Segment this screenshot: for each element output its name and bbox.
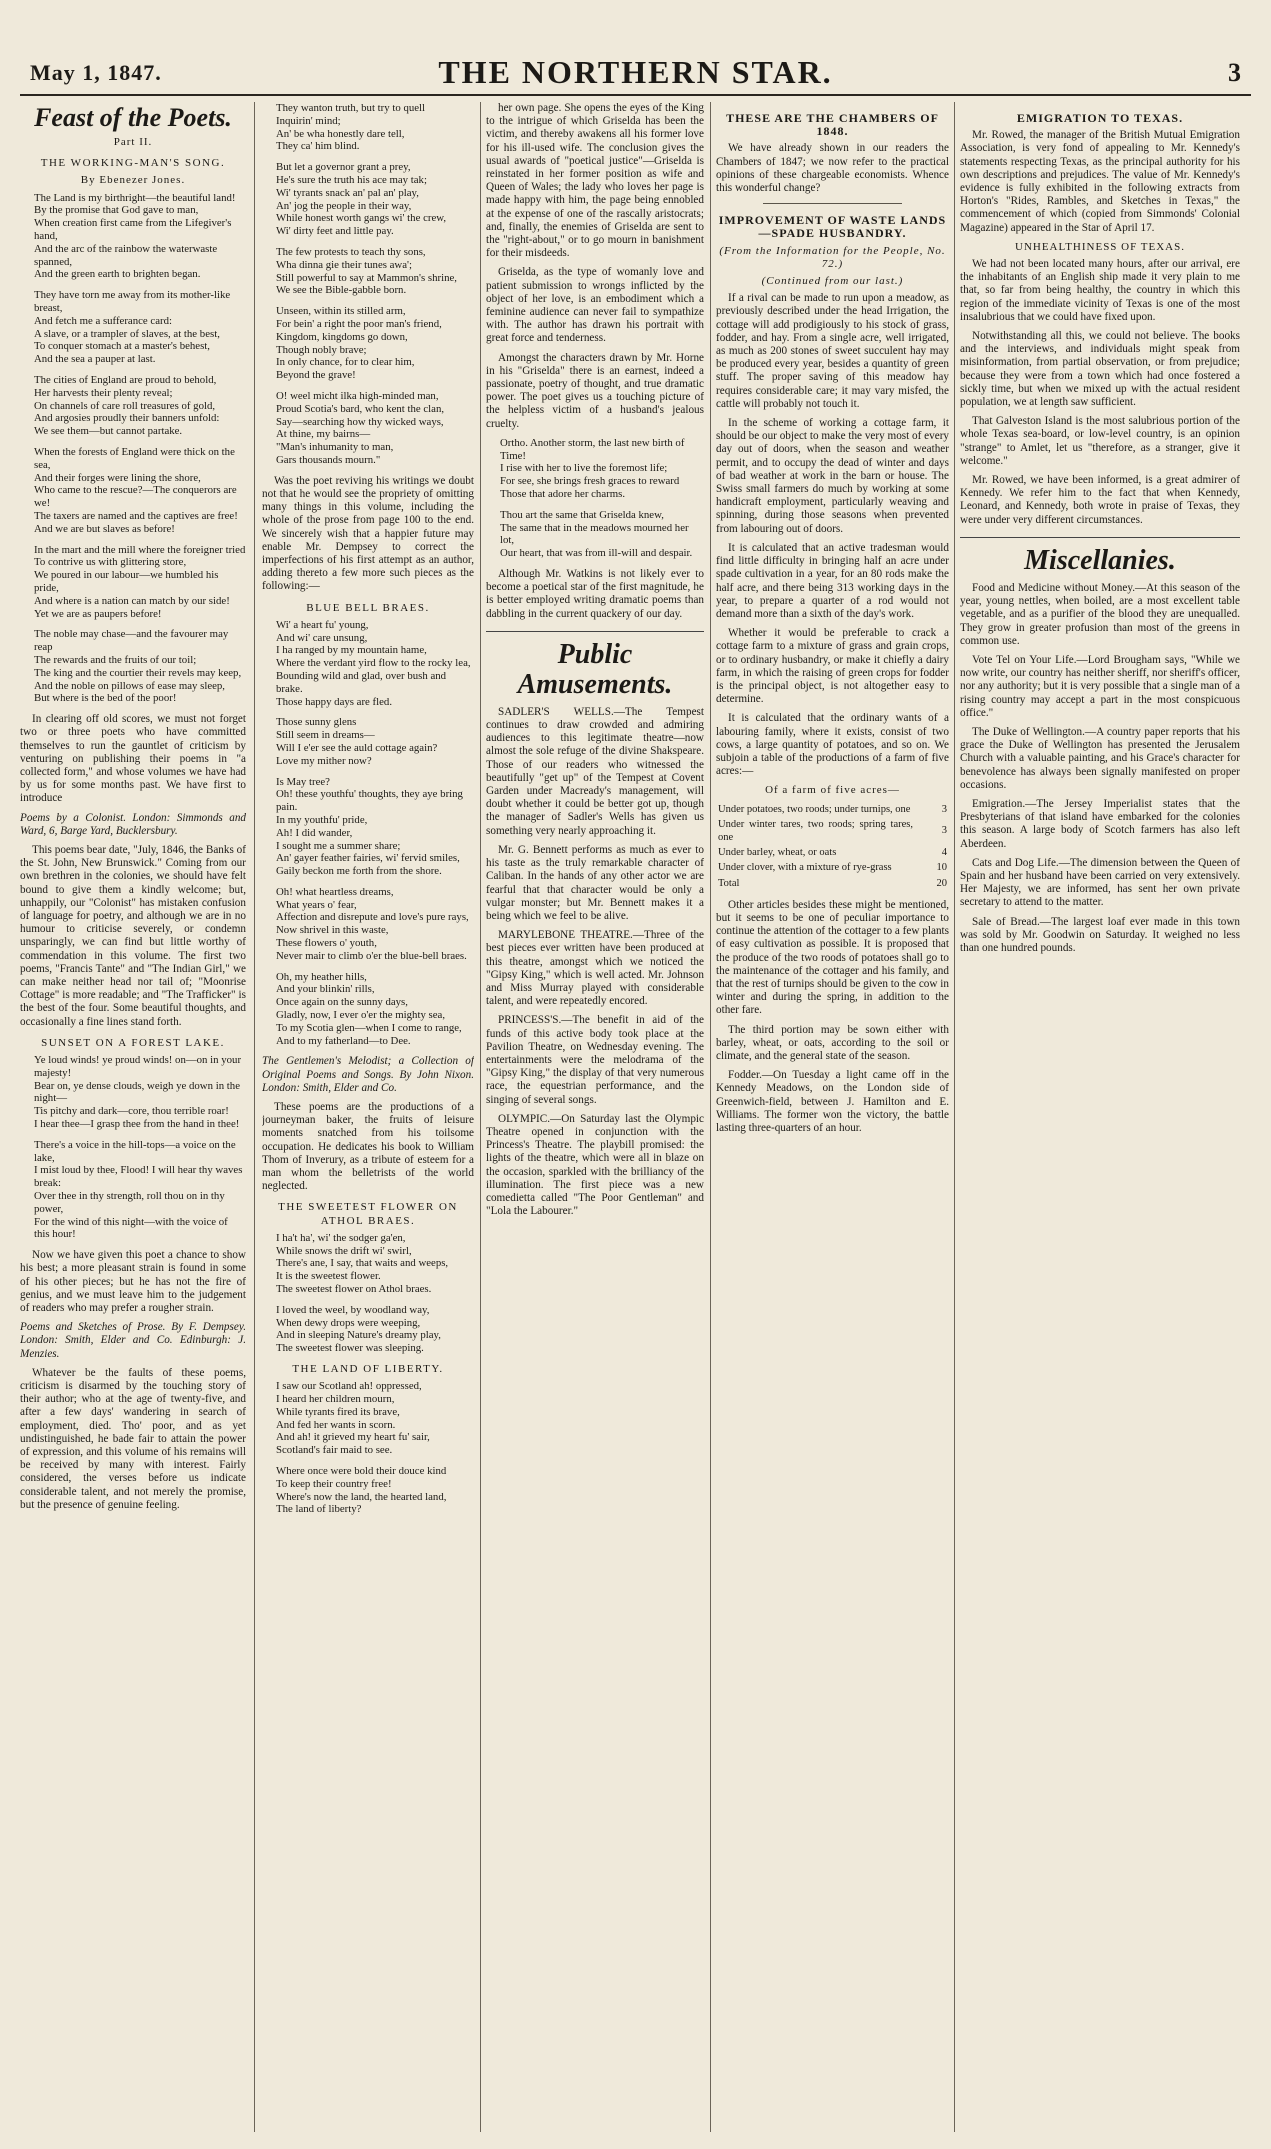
article-paragraph: Mr. Rowed, we have been informed, is a great admirer of Kennedy. We refer him to the fact that when Kennedy, Leonard, and Kennedy, both wrote in praise of Texas, they were under very different circumstances.: [960, 474, 1240, 526]
book-citation: The Gentlemen's Melodist; a Collection of Original Poems and Songs. By John Nixon. London: Smith, Elder and Co.: [262, 1055, 474, 1094]
verse: There's a voice in the hill-tops—a voice on the lake, I mist loud by thee, Flood! I will hear thy waves break: Over thee in thy strength, roll thou on in thy power, For the wind of this night—with the voice of this hour!: [34, 1138, 243, 1241]
article-paragraph: The Duke of Wellington.—A country paper reports that his grace the Duke of Wellington has presented the Jerusalem Church with a valuable painting, and his Grace's character for benevolence has always been signally manifested on proper occasions.: [960, 725, 1240, 791]
stats-label: Under clover, with a mixture of rye-grass: [718, 862, 892, 874]
column-rule: [710, 102, 711, 2132]
book-citation: Poems and Sketches of Prose. By F. Dempsey. London: Smith, Elder and Co. Edinburgh: J. Menzies.: [20, 1321, 246, 1360]
poem-title: THE SWEETEST FLOWER ON ATHOL BRAES.: [278, 1201, 458, 1227]
article-paragraph: We have already shown in our readers the Chambers of 1847; we now refer to the practical opinions of these chargeable economists. Whence this wonderful change?: [716, 142, 949, 195]
review-paragraph: Although Mr. Watkins is not likely ever to become a poetical star of the first magnitude, he is better employed writing dramatic poems than dabbling in the current quackery of our day.: [486, 568, 704, 620]
divider: [763, 203, 903, 204]
article-paragraph: If a rival can be made to run upon a meadow, as previously described under the head Irrigation, the cottage will add prodigiously to his stock of grass, fodder, and hay. From a single acre, well irrigated, as much as 200 stones of sweet succulent hay may be produced every year, besides a quantity of green stuff. The proper saving of this meadow hay requires considerable care; it may vary misfed, the cattle will probably not touch it.: [716, 292, 949, 410]
stats-value: 10: [936, 862, 947, 874]
article-paragraph: It is calculated that an active tradesman would find little difficulty in bringing half an acre under spade cultivation in a year, for an 80 rods make the half acre, and there being 313 working days in the year, to prepare a quarter of a rod would not demand more than a sixth of the day's work.: [716, 541, 949, 620]
article-paragraph: Fodder.—On Tuesday a light came off in the Kennedy Meadows, on the London side of Greenwich-field, between J. Hamilton and E. Williams. The former won the victory, the battle lasting three-quarters of an hour.: [716, 1069, 949, 1135]
verse: The few protests to teach thy sons, Wha dinna gie their tunes awa'; Still powerful to say at Mammon's shrine, We see the Bible-gabble born.: [276, 245, 457, 297]
verse: Is May tree? Oh! these youthfu' thoughts, they aye bring pain. In my youthfu' pride, Ah! I did wander, I sought me a summer share; An' gayer feather fairies, wi' fervid smiles, Gaily beckon me forth from the shore.: [276, 775, 463, 878]
issue-date: May 1, 1847.: [30, 60, 162, 85]
poem-title: SUNSET ON A FOREST LAKE.: [41, 1036, 225, 1049]
article-paragraph: It is calculated that the ordinary wants of a labouring family, where it exists, consist of two cows, a large quantity of potatoes, and so on. We subjoin a table of the productions of a farm of five acres:—: [716, 712, 949, 778]
verse: They wanton truth, but try to quell Inquirin' mind; An' be wha honestly dare tell, They ca' him blind.: [276, 102, 426, 153]
part-label: Part II.: [113, 136, 153, 148]
article-paragraph: Cats and Dog Life.—The dimension between the Queen of Spain and her husband have been carried on very extensively. Her Majesty, we are informed, has sent her own private secretary to attend to the matter.: [960, 856, 1240, 909]
verse: Those sunny glens Still seem in dreams— Will I e'er see the auld cottage again? Love my mither now?: [276, 716, 438, 767]
review-paragraph: Was the poet reviving his writings we doubt not that he would see the propriety of omitting many things in this volume, including the whole of the prose from page 100 to the end. We sincerely wish that a happier future may enable Mr. Dempsey to correct the imperfections of his first attempt as an author, adding thereto a few more such pieces as the following:—: [262, 474, 474, 593]
table-row: [716, 876, 949, 891]
column-rule: [954, 102, 955, 2132]
book-citation: Poems by a Colonist. London: Simmonds and Ward, 6, Barge Yard, Bucklersbury.: [20, 811, 246, 837]
song-title: THE WORKING-MAN'S SONG.: [40, 157, 226, 170]
verse: I ha't ha', wi' the sodger ga'en, While snows the drift wi' swirl, There's ane, I say, that waits and weeps, It is the sweetest flower. The sweetest flower on Athol braes.: [276, 1231, 449, 1296]
article-paragraph: Notwithstanding all this, we could not believe. The books and the interviews, and individuals might speak from misinformation, from partial observation, or from prejudice; because they were from a town which had once fostered a sickly time, but when we mixed up with the actual resident population, we at length saw sufficient.: [960, 330, 1240, 409]
verse: The noble may chase—and the favourer may reap The rewards and the fruits of our toil; The king and the courtier their revels may keep, And the noble on pillows of ease may sleep, But where is the bed of the poor!: [34, 628, 242, 705]
verse: Oh, my heather hills, And your blinkin' rills, Once again on the sunny days, Gladly, now, I ever o'er the mighty sea, To my Scotia glen—when I come to range, And to my fatherland—to Dee.: [276, 970, 462, 1047]
column-2: [262, 102, 474, 2132]
review-paragraph: This poems bear date, "July, 1846, the Banks of the St. John, New Brunswick." Coming from our own brethren in the colonies, we should have felt bound to give them a kindly welcome; but, unhappily, our "Colonist" has mistaken confusion of language for poetry, and although we are in no humour to criticise severely, or condemn unsparingly, we can find but little worthy of commendation in this volume. The first two poems, "Francis Tante" and "The Indian Girl," we can make neither head nor tail of; "Moonrise Cottage" is more readable; and "The Trafficker" is the best of the four. Some beautiful thoughts, and occasionally a fine lines stand forth.: [20, 843, 246, 1028]
verse: In the mart and the mill where the foreigner tried To contrive us with glittering store, We poured in our labour—we humbled his pride, And where is a nation can match by our side! Yet we are as paupers before!: [34, 543, 246, 620]
article-title: EMIGRATION TO TEXAS.: [1016, 111, 1184, 125]
poem-title: THE LAND OF LIBERTY.: [292, 1363, 444, 1376]
verse: Thou art the same that Griselda knew, The same that in the meadows mourned her lot, Our heart, that was from ill-will and despair.: [500, 508, 693, 560]
verse: Ye loud winds! ye proud winds! on—on in your majesty! Bear on, ye dense clouds, weigh ye down in the night— Tis pitchy and dark—core, thou terrible roar! I hear thee—I grasp thee from the hand in thee!: [34, 1053, 242, 1130]
article-paragraph: In the scheme of working a cottage farm, it should be our object to make the very most of every day out of doors, when the season and weather permit, and to occupy the dead of winter and days of bad weather at work in the barn or house. The Swiss small farmers do much by working at some handicraft employment, particularly weaving and spinning, during those seasons when prevented from labouring out of doors.: [716, 417, 949, 535]
article-paragraph: The third portion may be sown either with barley, wheat, or oats, according to the soil or climate, and the general state of the season.: [716, 1023, 949, 1062]
article-paragraph: Emigration.—The Jersey Imperialist states that the Presbyterians of that island have embarked for the colonies this season. A large body of Scotch farmers has also left Aberdeen.: [960, 797, 1240, 850]
article-title: IMPROVEMENT OF WASTE LANDS—SPADE HUSBANDRY.: [718, 213, 947, 241]
review-paragraph: In clearing off old scores, we must not forget two or three poets who have committed themselves to run the gauntlet of criticism by venturing on publishing their poems in "a collected form," and whose volumes we have had by us for some months past. We have first to introduce: [20, 713, 246, 805]
article-paragraph: OLYMPIC.—On Saturday last the Olympic Theatre opened in conjunction with the Princess's Theatre. The playbill promised: the lights of the theatre, which were all in blaze on the occasion, sparkled with the brilliancy of the illumination. The first piece was a new comedietta called "The Poor Gentleman" and "Lola the Labourer.": [486, 1112, 704, 1218]
column-4: [716, 102, 949, 2132]
column-rule: [254, 102, 255, 2132]
review-paragraph: Griselda, as the type of womanly love and patient submission to wrongs inflicted by the object of her love, is an embodiment which a feminine audience can never fail to sympathize with. The author has drawn his portrait with great force and tenderness.: [486, 266, 704, 345]
stats-value: 4: [941, 847, 947, 859]
verse: O! weel micht ilka high-minded man, Proud Scotia's bard, who kent the clan, Say—searching how thy wicked ways, At thine, my bairns— "Man's inhumanity to man, Gars thousands mourn.": [276, 389, 445, 466]
poem-title: BLUE BELL BRAES.: [306, 601, 430, 614]
stats-label: Under potatoes, two roods; under turnips, one: [718, 803, 911, 815]
article-paragraph: We had not been located many hours, after our arrival, ere the inhabitants of an English ship made it very plain to me that, so far from being healthy, the country in which this region of the immediate vicinity of Texas is one of the most insalubrious that we could have fixed upon.: [960, 258, 1240, 323]
page-number: 3: [1228, 58, 1241, 87]
source-note: (From the Information for the People, No. 72.): [719, 244, 946, 270]
feast-of-poets-heading: Feast of the Poets.: [34, 103, 232, 132]
stats-value: 20: [936, 877, 947, 889]
article-paragraph: That Galveston Island is the most salubrious portion of the whole Texas sea-board, or low-level country, is an opinion "strange" to Amlet, let us "therefore, as a stranger, give it welcome.": [960, 415, 1240, 467]
stats-label: Under winter tares, two roods; spring tares, one: [718, 818, 913, 843]
verse: Unseen, within its stilled arm, For bein' a right the poor man's friend, Kingdom, kingdoms go down, Though nobly brave; In only chance, for to clear him, Beyond the grave!: [276, 305, 442, 382]
review-paragraph: her own page. She opens the eyes of the King to the intrigue of which Griselda has been the victim, and thereby awakens all his former love for his ill-used wife. The conclusion gives the usual awards of "poetical justice"—Griselda is reinstated in her former position as wife and Queen of Wales; the lady who loves her page is made happy with him, the page being ennobled at the expense of one of the rascally aristocrats; and, finally, the enemies of Griselda are sent to the "right-about," or to go mourn in banishment for their misdeeds.: [486, 102, 704, 260]
song-author: By Ebenezer Jones.: [80, 174, 186, 187]
newspaper-title: THE NORTHERN STAR.: [438, 54, 833, 90]
verse: But let a governor grant a prey, He's sure the truth his ace may tak; Wi' tyrants snack an' pal an' play, An' jog the people in their way, While honest worth gangs wi' the crew, Wi' dirty feet and little pay.: [276, 161, 447, 238]
article-paragraph: Vote Tel on Your Life.—Lord Brougham says, "While we now write, our country has neither sheriff, nor sheriff's officer, nor any authority; but it is very possible that a single man of a rising country may accept a part in the most conspicuous office.": [960, 653, 1240, 719]
article-paragraph: Other articles besides these might be mentioned, but it seems to be one of peculiar importance to continue the attention of the cottager to a few plants of easy cultivation as possible. It is proposed that the produce of the two roods of potatoes shall go to the maintenance of the cottager and his family, and that the rest of turnips should be given to the cow in winter and during the spring, in addition to the other fare.: [716, 898, 949, 1017]
miscellanies-heading: Miscellanies.: [960, 537, 1240, 576]
review-paragraph: Amongst the characters drawn by Mr. Horne in his "Griselda" there is an earnest, indeed a passionate, poetry of thought, and true dramatic power. The poet gives us a touching picture of the helpless victim of a husband's jealous cruelty.: [486, 351, 704, 430]
verse: Wi' a heart fu' young, And wi' care unsung, I ha ranged by my mountain hame, Where the verdant yird flow to the rocky lea, Bounding wild and glad, over bush and brake. Those happy days are fled.: [276, 618, 471, 708]
verse: Where once were bold their douce kind To keep their country free! Where's now the land, the hearted land, The land of liberty?: [276, 1465, 447, 1516]
table-row: [716, 860, 949, 875]
table-row: [716, 817, 949, 845]
column-5: [960, 102, 1240, 2132]
stats-value: 3: [941, 825, 947, 837]
verse: They have torn me away from its mother-like breast, And fetch me a sufferance card: A slave, or a trampler of slaves, at the best, To conquer stomach at a master's behest, And the sea a pauper at last.: [34, 289, 231, 366]
verse: When the forests of England were thick on the sea, And their forges were lining the shore, Who came to the rescue?—The conquerors are we! The taxers are named and the captives are free! And we are but slaves as before!: [34, 445, 238, 535]
public-amusements-heading: Public Amusements.: [486, 631, 704, 700]
verse: Ortho. Another storm, the last new birth of Time! I rise with her to live the foremost life; For see, she brings fresh graces to reward Those that adore her charms.: [500, 436, 685, 501]
review-paragraph: Whatever be the faults of these poems, criticism is disarmed by the touching story of their author; who at the age of twenty-five, and after a few days' wandering in search of employment, died. Tho' poor, and as yet undistinguished, he bade fair to attain the power of expression, and this volume of his remains will be received by many with interest. Fairly considered, the verses before us indicate considerable talent, and not merely the promise, but the presence of genuine feeling.: [20, 1366, 246, 1511]
article-paragraph: MARYLEBONE THEATRE.—Three of the best pieces ever written have been produced at this theatre, amongst which we noticed the "Gipsy King," which is well acted. Mr. Johnson and Miss Murray played with considerable talent, and were repeatedly encored.: [486, 929, 704, 1008]
article-paragraph: PRINCESS'S.—The benefit in aid of the funds of this active body took place at the Pavilion Theatre, on Wednesday evening. The entertainments were the melodrama of the "Gipsy King," the display of that very numerous race, the equestrian performance, and the singing of several songs.: [486, 1014, 704, 1106]
column-3: [486, 102, 704, 2132]
article-paragraph: SADLER'S WELLS.—The Tempest continues to draw crowded and admiring audiences to this legitimate theatre—now almost the sole refuge of the divine Shakspeare. Those of our readers who witnessed the beautifully "get up" of the Tempest at Covent Garden under Macready's management, will doubt whether it could be better got up, though the manager of Sadler's Wells has given us something very nearly approaching it.: [486, 705, 704, 837]
stats-label: Total: [718, 877, 740, 889]
review-paragraph: These poems are the productions of a journeyman baker, the fruits of leisure moments snatched from his toilsome occupation. He dedicates his book to William Thom of Inverury, as a tribute of esteem for a man whom the belletrists of the world neglected.: [262, 1101, 474, 1193]
masthead: [20, 52, 1251, 96]
stats-title: Of a farm of five acres—: [765, 784, 900, 797]
verse: I loved the weel, by woodland way, When dewy drops were weeping, And in sleeping Nature's dreamy play, The sweetest flower was sleeping.: [276, 1303, 441, 1355]
article-paragraph: Mr. G. Bennett performs as much as ever to his taste as the truly remarkable character of Caliban. In the hands of any other actor we are fearful that that character would be only a vulgar monster; but Mr. Bennett makes it a being which we feel to be alive.: [486, 843, 704, 922]
article-title: THESE ARE THE CHAMBERS OF 1848.: [726, 111, 939, 139]
stats-table: [716, 802, 949, 891]
stats-label: Under barley, wheat, or oats: [718, 847, 837, 859]
table-row: [716, 802, 949, 817]
article-paragraph: Food and Medicine without Money.—At this season of the year, young nettles, when boiled, are a most excellent table vegetable, and as a purifier of the blood they are unequalled. They grow in greater profusion than most of the greens in common use.: [960, 581, 1240, 647]
column-1: [20, 102, 246, 2132]
verse: The Land is my birthright—the beautiful land! By the promise that God gave to man, When creation first came from the Lifegiver's hand, And the arc of the rainbow the waterwaste spanned, And the green earth to brighten began.: [34, 191, 236, 281]
stats-value: 3: [941, 803, 947, 815]
table-row: [716, 845, 949, 860]
subheading: UNHEALTHINESS OF TEXAS.: [1015, 240, 1185, 253]
article-paragraph: Sale of Bread.—The largest loaf ever made in this town was sold by Mr. Goodwin on Saturday. It weighed no less than one hundred pounds.: [960, 915, 1240, 954]
article-paragraph: Mr. Rowed, the manager of the British Mutual Emigration Association, is very fond of appealing to Mr. Kennedy's statements respecting Texas, as the principal authority for his own descriptions and prejudices. The value of Mr. Kennedy's evidence is fully exhibited in the following extracts from Horton's "Rides, Rambles, and Sketches in Texas," the commencement of which (copied from Simmonds' Colonial Magazine) appeared in the Star of April 17.: [960, 129, 1240, 234]
article-paragraph: Whether it would be preferable to crack a cottage farm to a mixture of grass and grain crops, or to ordinary husbandry, or make it chiefly a dairy farm, in which the raising of green crops for fodder is the principal object, is not altogether easy to determine.: [716, 627, 949, 706]
source-note: (Continued from our last.): [761, 275, 904, 288]
review-paragraph: Now we have given this poet a chance to show his best; a more pleasant strain is found in some of his other pieces; but he has not the fire of genius, and we must leave him to the judgement of readers who may prefer a rougher strain.: [20, 1249, 246, 1314]
verse: Oh! what heartless dreams, What years o' fear, Affection and disrepute and love's pure rays, Now shrivel in this waste, These flowers o' youth, Never mair to climb o'er the blue-bell braes.: [276, 885, 469, 962]
verse: The cities of England are proud to behold, Her harvests their plenty reveal; On channels of care roll treasures of gold, And argosies proudly their banners unfold: We see them—but cannot partake.: [34, 373, 220, 438]
verse: I saw our Scotland ah! oppressed, I heard her children mourn, While tyrants fired its brave, And fed her wants in scorn. And ah! it grieved my heart fu' sair, Scotland's fair maid to see.: [276, 1380, 430, 1457]
column-rule: [480, 102, 481, 2132]
